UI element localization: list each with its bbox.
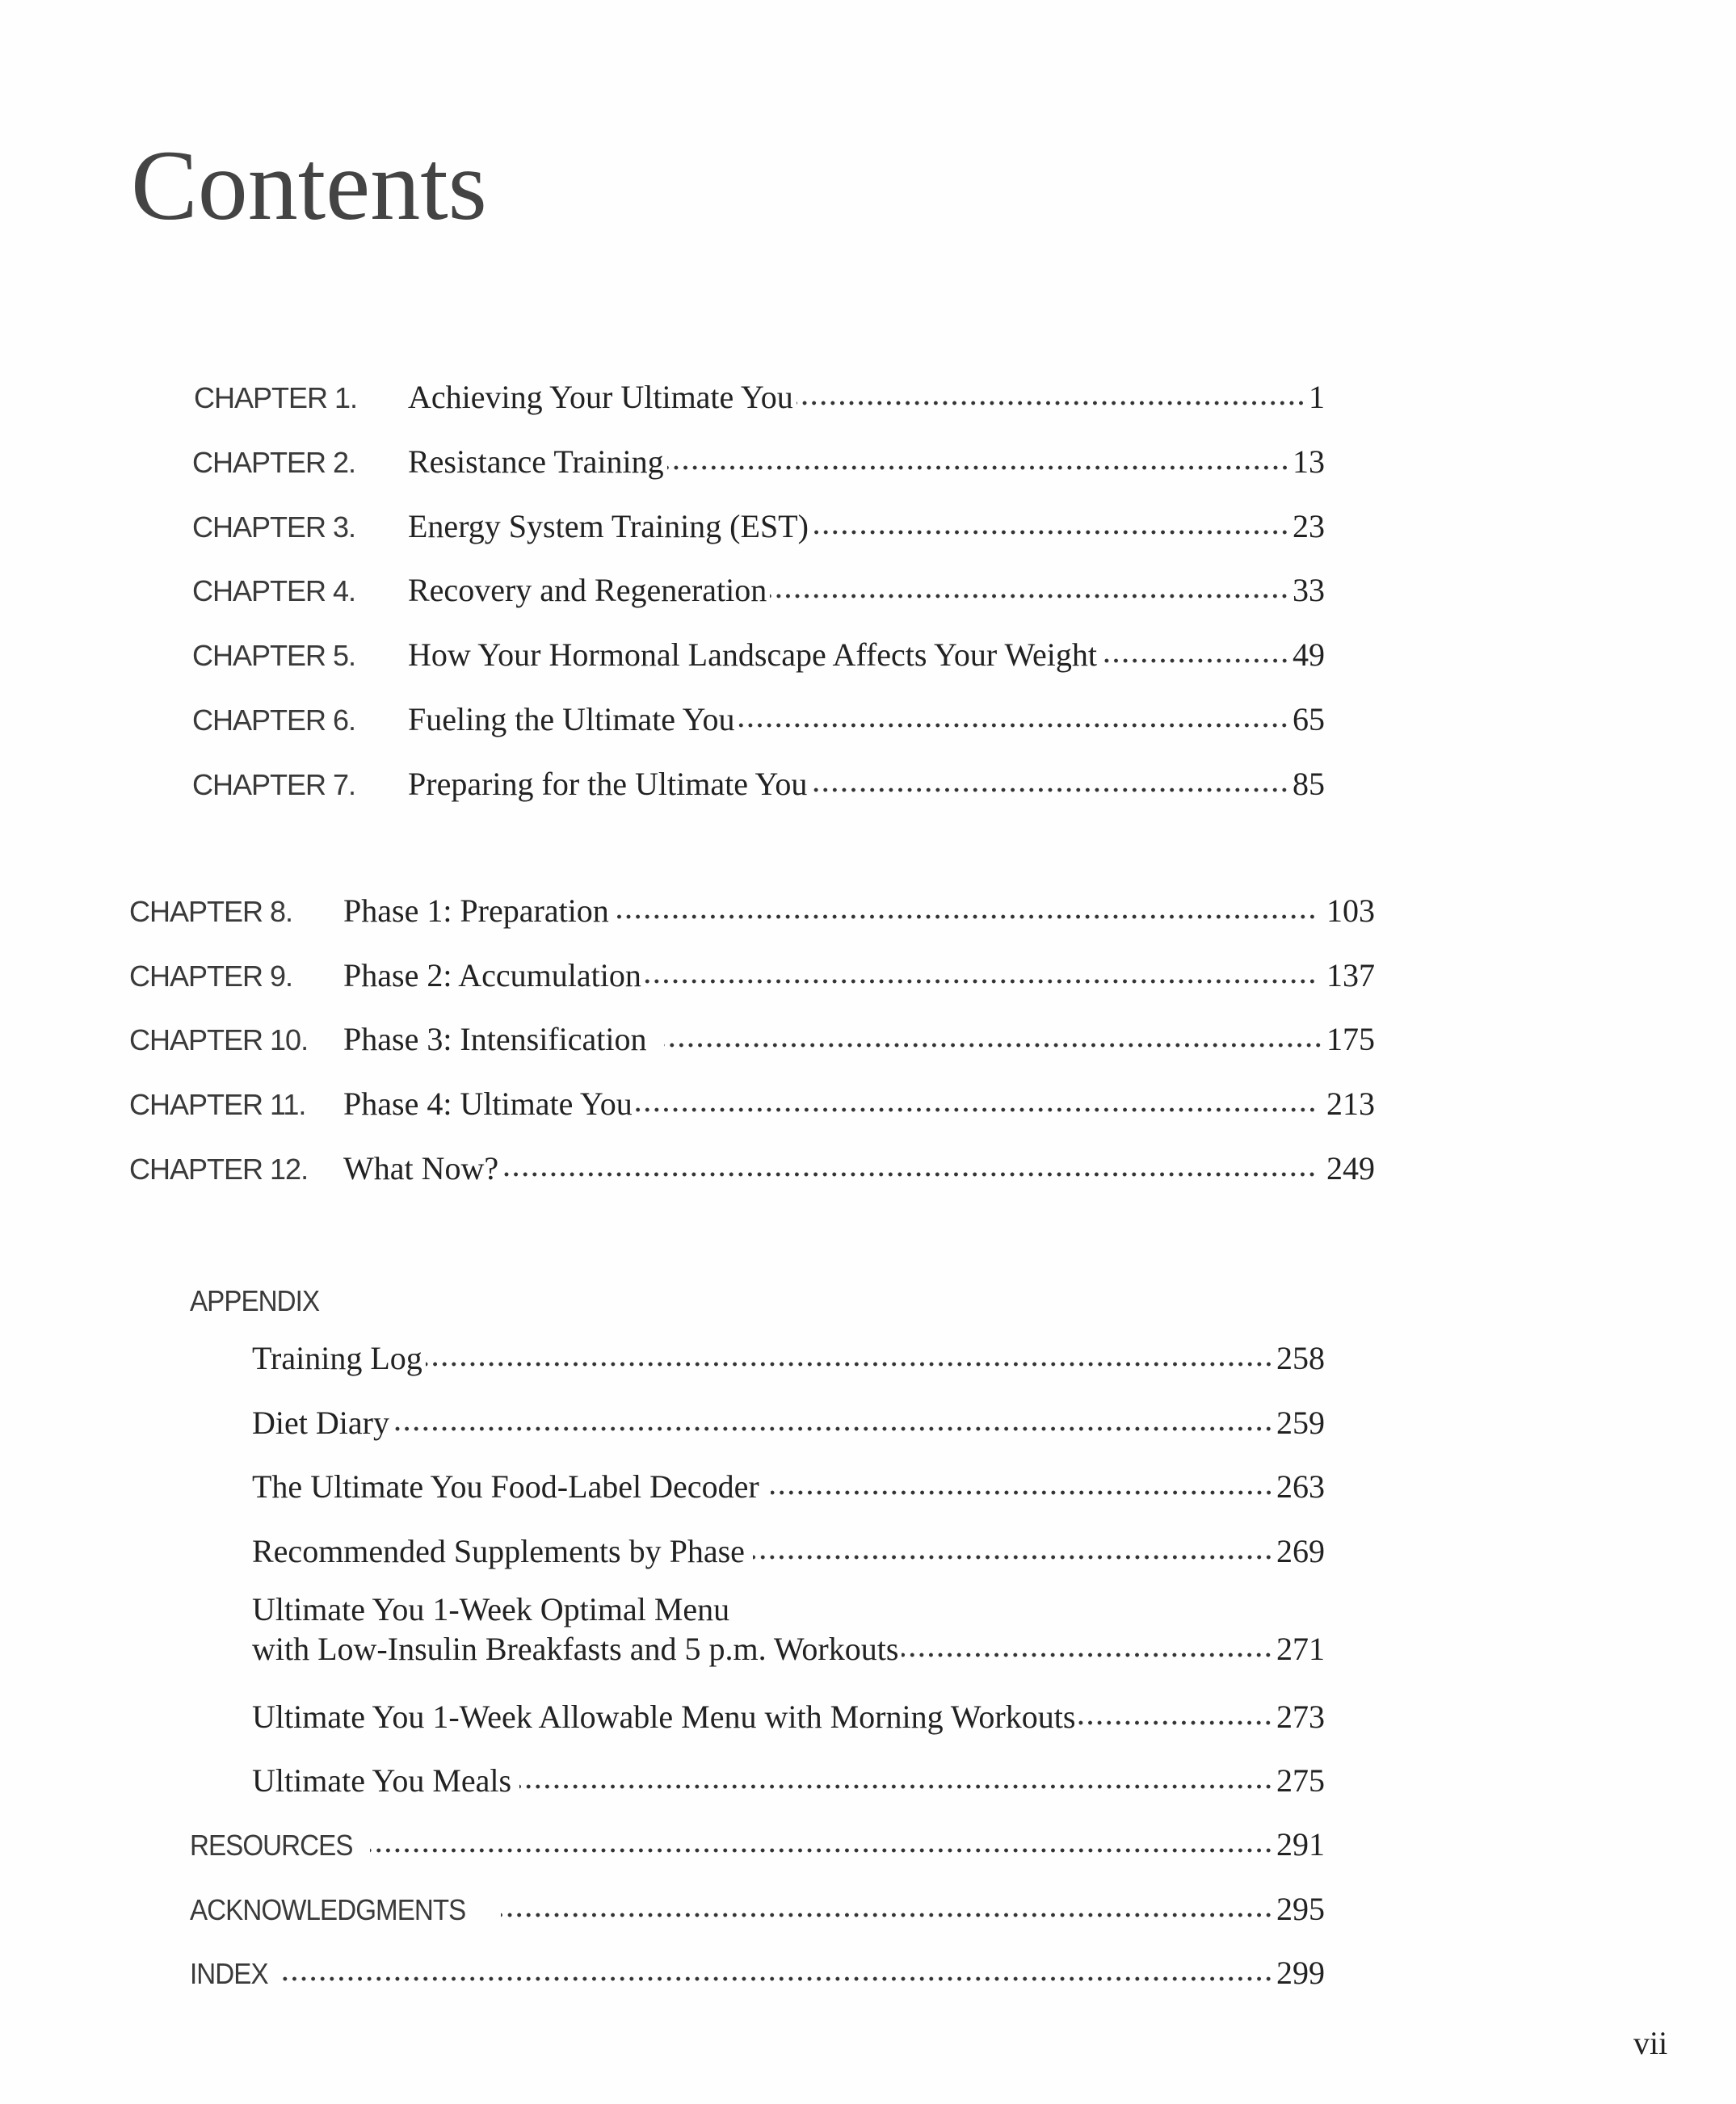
dot-leader	[1100, 656, 1289, 666]
toc-entry-optimal-menu[interactable]	[252, 1590, 1325, 1678]
chapter-label: CHAPTER 4.	[192, 574, 356, 607]
dot-leader	[812, 527, 1289, 537]
dot-leader	[738, 720, 1289, 730]
chapter-title: Resistance Training	[408, 443, 664, 480]
chapter-title: Energy System Training (EST)	[408, 508, 809, 544]
appendix-item-title: Recommended Supplements by Phase	[252, 1533, 745, 1569]
page-number: 85	[1293, 766, 1325, 802]
appendix-item-title-line1: Ultimate You 1-Week Optimal Menu	[252, 1591, 730, 1627]
chapter-label: CHAPTER 1.	[194, 381, 358, 414]
page-number: 259	[1276, 1405, 1325, 1441]
optimal-menu-line2	[252, 1630, 1325, 1678]
chapter-title: Phase 2: Accumulation	[343, 957, 641, 993]
chapter-label: CHAPTER 5.	[192, 639, 356, 672]
dot-leader	[278, 1974, 1273, 1984]
chapter-title: Phase 3: Intensification	[343, 1021, 647, 1057]
toc-entry-chapter-11[interactable]	[129, 1085, 1375, 1133]
page-number: 249	[1326, 1150, 1375, 1186]
chapter-label: CHAPTER 3.	[192, 510, 356, 544]
page-number: 299	[1276, 1955, 1325, 1991]
dot-leader	[519, 1782, 1273, 1791]
chapter-title: Fueling the Ultimate You	[408, 701, 735, 737]
dot-leader	[1078, 1718, 1273, 1728]
toc-entry-chapter-10[interactable]	[129, 1020, 1375, 1069]
dot-leader	[770, 591, 1289, 601]
page-number: 291	[1276, 1826, 1325, 1863]
page-number: 263	[1276, 1468, 1325, 1505]
dot-leader	[426, 1359, 1273, 1369]
chapter-label: CHAPTER 12.	[129, 1153, 309, 1186]
appendix-heading: APPENDIX	[190, 1284, 320, 1317]
toc-entry-food-label-decoder[interactable]	[252, 1468, 1325, 1516]
toc-entry-chapter-2[interactable]	[192, 443, 1325, 491]
dot-leader	[501, 1910, 1273, 1920]
page-number: 103	[1326, 892, 1375, 929]
appendix-item-title: Ultimate You 1-Week Allowable Menu with Morning Workouts	[252, 1699, 1076, 1735]
chapter-title: Phase 1: Preparation	[343, 892, 609, 929]
back-matter-label: RESOURCES	[190, 1829, 353, 1862]
page-number: 273	[1276, 1699, 1325, 1735]
page-number: 269	[1276, 1533, 1325, 1569]
appendix-item-title: with Low-Insulin Breakfasts and 5 p.m. Workouts	[252, 1631, 899, 1667]
page-number: 175	[1326, 1021, 1375, 1057]
page-number: 1	[1309, 379, 1325, 415]
dot-leader	[902, 1650, 1273, 1660]
page-number: 213	[1326, 1086, 1375, 1122]
appendix-item-title: The Ultimate You Food-Label Decoder	[252, 1468, 759, 1505]
dot-leader	[393, 1424, 1273, 1434]
toc-entry-acknowledgments[interactable]	[190, 1890, 1325, 1938]
page-number: 275	[1276, 1762, 1325, 1799]
page-number: 23	[1293, 508, 1325, 544]
toc-entry-chapter-12[interactable]	[129, 1149, 1375, 1198]
toc-entry-chapter-6[interactable]	[192, 700, 1325, 749]
page-number: 49	[1293, 636, 1325, 673]
appendix-item-title: Ultimate You Meals	[252, 1762, 512, 1799]
page-number: 258	[1276, 1340, 1325, 1376]
chapter-title: Preparing for the Ultimate You	[408, 766, 808, 802]
toc-entry-chapter-1[interactable]	[194, 378, 1325, 426]
toc-entry-diet-diary[interactable]	[252, 1404, 1325, 1452]
toc-entry-resources[interactable]	[190, 1825, 1325, 1874]
toc-entry-index[interactable]	[190, 1954, 1325, 2002]
dot-leader	[645, 976, 1317, 986]
page-number: 65	[1293, 701, 1325, 737]
dot-leader	[797, 398, 1305, 408]
page-number: 137	[1326, 957, 1375, 993]
chapter-label: CHAPTER 6.	[192, 703, 356, 737]
dot-leader	[664, 1040, 1323, 1050]
page-number: 295	[1276, 1891, 1325, 1927]
toc-entry-ultimate-you-meals[interactable]	[252, 1762, 1325, 1810]
back-matter-label: ACKNOWLEDGMENTS	[190, 1893, 466, 1926]
toc-entry-recommended-supplements[interactable]	[252, 1532, 1325, 1581]
toc-entry-chapter-8[interactable]	[129, 892, 1375, 940]
chapter-label: CHAPTER 2.	[192, 446, 356, 479]
chapter-title: How Your Hormonal Landscape Affects Your Weight	[408, 636, 1098, 673]
toc-entry-chapter-9[interactable]	[129, 956, 1375, 1005]
dot-leader	[502, 1170, 1317, 1179]
toc-entry-chapter-7[interactable]	[192, 765, 1325, 813]
page-number: 13	[1293, 443, 1325, 480]
chapter-title: Recovery and Regeneration	[408, 572, 767, 608]
page-folio: vii	[1633, 2025, 1668, 2061]
toc-entry-chapter-5[interactable]	[192, 636, 1325, 684]
dot-leader	[370, 1846, 1273, 1855]
page-number: 271	[1276, 1631, 1325, 1667]
appendix-item-title: Training Log	[252, 1340, 422, 1376]
dot-leader	[810, 785, 1289, 795]
chapter-title: Achieving Your Ultimate You	[408, 379, 793, 415]
dot-leader	[612, 912, 1317, 922]
page-title: Contents	[131, 130, 487, 241]
toc-entry-chapter-3[interactable]	[192, 507, 1325, 556]
dot-leader	[753, 1552, 1273, 1562]
back-matter-label: INDEX	[190, 1957, 268, 1990]
page-number: 33	[1293, 572, 1325, 608]
toc-entry-allowable-menu[interactable]	[252, 1698, 1325, 1746]
chapter-label: CHAPTER 11.	[129, 1088, 306, 1121]
chapter-label: CHAPTER 10.	[129, 1023, 309, 1056]
appendix-item-title: Diet Diary	[252, 1405, 389, 1441]
dot-leader	[636, 1105, 1317, 1115]
chapter-label: CHAPTER 8.	[129, 895, 293, 928]
dot-leader	[667, 463, 1289, 472]
chapter-label: CHAPTER 7.	[192, 768, 356, 801]
chapter-label: CHAPTER 9.	[129, 960, 293, 993]
chapter-title: What Now?	[343, 1150, 499, 1186]
chapter-title: Phase 4: Ultimate You	[343, 1086, 633, 1122]
dot-leader	[771, 1488, 1273, 1497]
toc-entry-chapter-4[interactable]	[192, 571, 1325, 619]
toc-entry-training-log[interactable]	[252, 1339, 1325, 1388]
